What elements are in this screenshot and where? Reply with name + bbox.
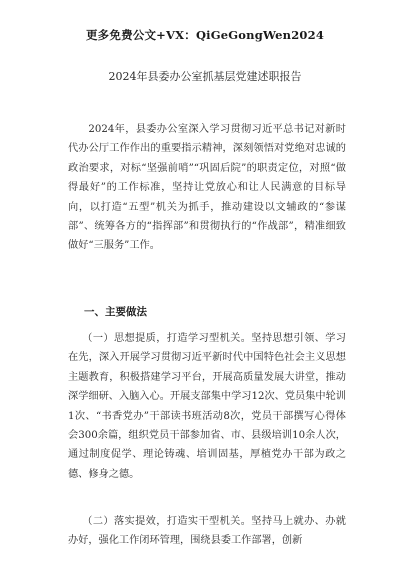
header-watermark-text: 更多免费公文+VX：QiGeGongWen2024 (85, 28, 325, 42)
section-heading-main-practices: 一、主要做法 (84, 306, 147, 318)
document-title: 2024年县委办公室抓基层党建述职报告 (108, 70, 302, 83)
paragraph-practical-organization: （二）落实提效，打造实干型机关。坚持马上就办、办就办好，强化工作闭环管理，围绕县委工作部署，创新 (68, 516, 346, 547)
paragraph-learning-organization: （一）思想提质，打造学习型机关。坚持思想引领、学习在先，深入开展学习贯彻习近平新时代中国特色社会主义思想主题教育，积极搭建学习平台，开展高质量发展大讲堂，推动深学细研、入脑入心。开展支部集中学习12次、党员集中轮训1次、“书香党办”干部读书班活动8次，党员干部撰写心得体会300余篇，组织党员干部参加省、市、县级培训10余人次，通过制度促学、理论铸魂、培训固基，厚植党办干部为政之德、修身之德。 (68, 333, 346, 480)
intro-paragraph: 2024年，县委办公室深入学习贯彻习近平总书记对新时代办公厅工作作出的重要指示精神，深刻领悟对党绝对忠诚的政治要求，对标“坚强前哨”“巩固后院”的职责定位，对照“做得最好”的工作标准，坚持让党放心和让人民满意的目标导向，以打造“五型”机关为抓手，推动建设以文辅政的“参谋部”、统筹各方的“指挥部”和贯彻执行的“作战部”，精准细致做好“三服务”工作。 (68, 124, 346, 252)
